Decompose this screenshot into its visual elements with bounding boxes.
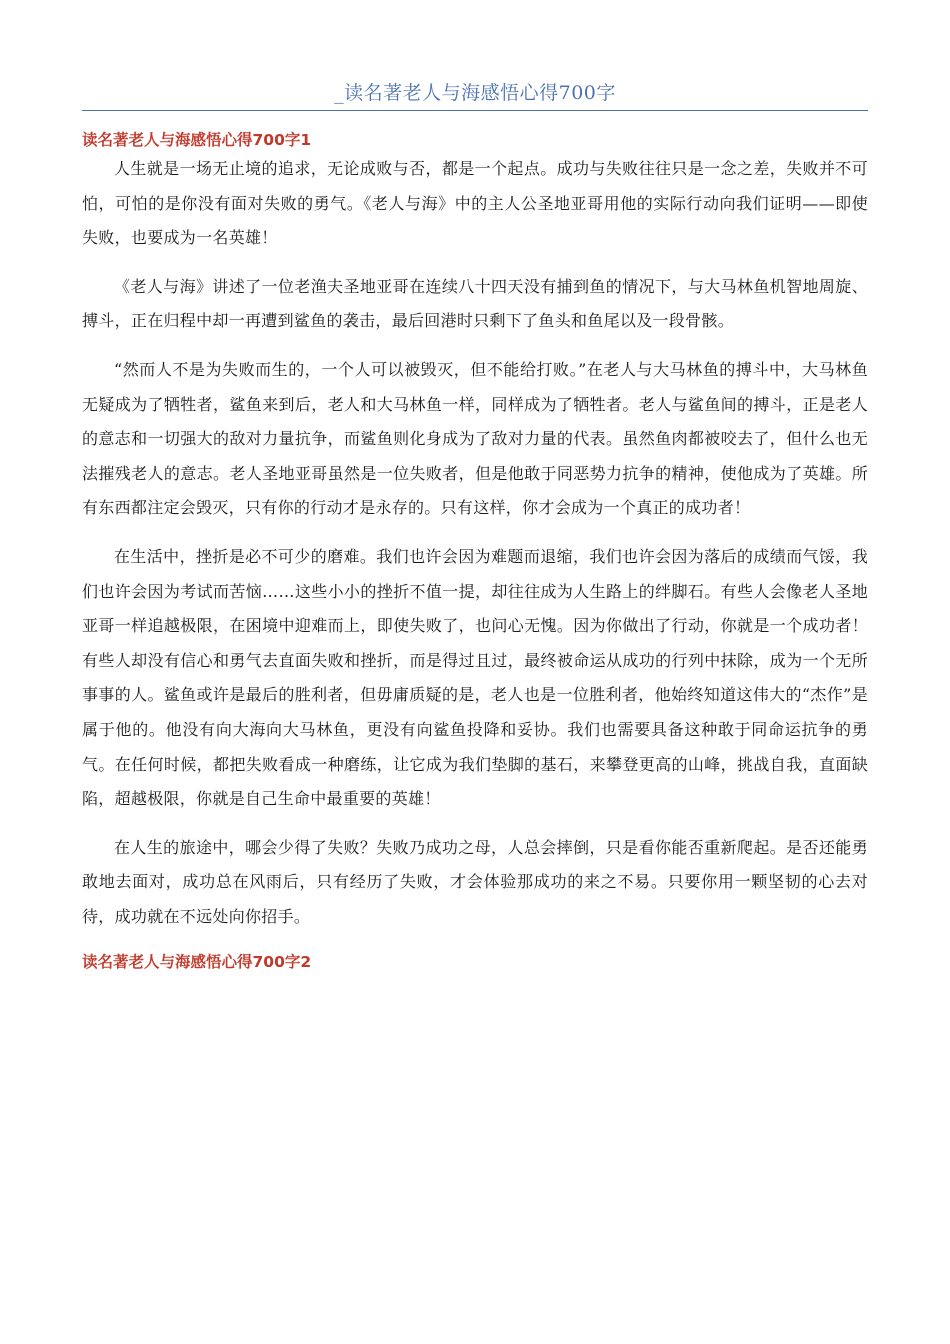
paragraph-2: 《老人与海》讲述了一位老渔夫圣地亚哥在连续八十四天没有捕到鱼的情况下，与大马林鱼机智地周旋、搏斗，正在归程中却一再遭到鲨鱼的袭击，最后回港时只剩下了鱼头和鱼尾以及一段骨骸。 — [82, 276, 868, 331]
header-divider — [82, 110, 868, 111]
section-heading-2: 读名著老人与海感悟心得700字2 — [82, 953, 312, 972]
paragraph-5: 在人生的旅途中，哪会少得了失败？失败乃成功之母，人总会摔倒，只是看你能否重新爬起。是否还能勇敢地去面对，成功总在风雨后，只有经历了失败，才会体验那成功的来之不易。只要你用一颗坚韧的心去对待，成功就在不远处向你招手。 — [82, 837, 868, 926]
paragraph-3: “然而人不是为失败而生的，一个人可以被毁灭，但不能给打败。”在老人与大马林鱼的搏斗中，大马林鱼无疑成为了牺牲者，鲨鱼来到后，老人和大马林鱼一样，同样成为了牺牲者。老人与鲨鱼间的搏斗，正是老人的意志和一切强大的敌对力量抗争，而鲨鱼则化身成为了敌对力量的代表。虽然鱼肉都被咬去了，但什么也无法摧残老人的意志。老人圣地亚哥虽然是一位失败者，但是他敢于同恶势力抗争的精神，使他成为了英雄。所有东西都注定会毁灭，只有你的行动才是永存的。只有这样，你才会成为一个真正的成功者！ — [82, 359, 868, 518]
paragraph-1: 人生就是一场无止境的追求，无论成败与否，都是一个起点。成功与失败往往只是一念之差，失败并不可怕，可怕的是你没有面对失败的勇气。《老人与海》中的主人公圣地亚哥用他的实际行动向我们证明——即使失败，也要成为一名英雄！ — [82, 159, 868, 248]
section-heading-1: 读名著老人与海感悟心得700字1 — [82, 131, 312, 149]
paragraph-4: 在生活中，挫折是必不可少的磨难。我们也许会因为难题而退缩，我们也许会因为落后的成绩而气馁，我们也许会因为考试而苦恼……这些小小的挫折不值一提，却往往成为人生路上的绊脚石。有些人会像老人圣地亚哥一样追越极限，在困境中迎难而上，即使失败了，也问心无愧。因为你做出了行动，你就是一个成功者！有些人却没有信心和勇气去直面失败和挫折，而是得过且过，最终被命运从成功的行列中抹除，成为一个无所事事的人。鲨鱼或许是最后的胜利者，但毋庸质疑的是，老人也是一位胜利者，他始终知道这伟大的“杰作”是属于他的。他没有向大海向大马林鱼，更没有向鲨鱼投降和妥协。我们也需要具备这种敢于同命运抗争的勇气。在任何时候，都把失败看成一种磨练，让它成为我们垫脚的基石，来攀登更高的山峰，挑战自我，直面缺陷，超越极限，你就是自己生命中最重要的英雄！ — [82, 546, 868, 809]
document-body — [82, 128, 868, 974]
running-header: _读名著老人与海感悟心得700字 — [334, 82, 616, 104]
